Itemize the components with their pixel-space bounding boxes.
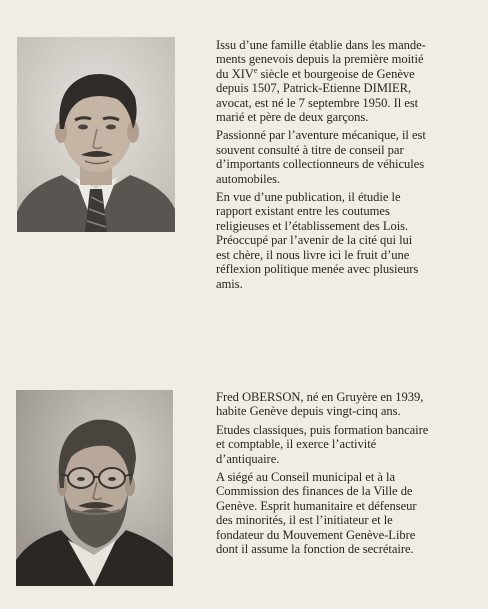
- bio-oberson-paragraph-1: [216, 390, 478, 419]
- bio-dimier-paragraph-2: [216, 128, 478, 186]
- text-line: amis.: [216, 276, 243, 291]
- biography-dimier: [216, 38, 478, 295]
- portrait-oberson-drawing: [16, 390, 173, 586]
- text-line: du XIV: [216, 66, 254, 81]
- text-line: réflexion politique menée avec plusieurs: [216, 262, 419, 277]
- text-line: Fred OBERSON, né en Gruyère en 1939,: [216, 390, 424, 404]
- text-line: Issu d’une famille établie dans les mande-: [216, 38, 426, 52]
- portrait-photo-dimier: [17, 37, 175, 232]
- text-line: des minorités, il est l’initiateur et le: [216, 513, 393, 528]
- text-line: A siégé au Conseil municipal et à la: [216, 470, 396, 485]
- portrait-photo-oberson: [16, 390, 173, 586]
- text-line: souvent consulté à titre de conseil par: [216, 142, 404, 157]
- portrait-dimier-drawing: [17, 37, 175, 232]
- text-line: avocat, est né le 7 septembre 1950. Il est: [216, 95, 419, 110]
- text-line: En vue d’une publication, il étudie le: [216, 190, 401, 205]
- text-line: Passionné par l’aventure mécanique, il est: [216, 128, 426, 143]
- text-line: d’antiquaire.: [216, 451, 280, 466]
- text-line: ments genevois depuis la première moitié: [216, 52, 424, 67]
- text-line: est chère, il nous livre ici le fruit d’une: [216, 247, 410, 262]
- text-line: fondateur du Mouvement Genève-Libre: [216, 527, 416, 542]
- text-line: automobiles.: [216, 171, 281, 186]
- text-line: depuis 1507, Patrick-Etienne DIMIER,: [216, 81, 412, 96]
- bio-oberson-paragraph-3: [216, 470, 478, 556]
- text-line: habite Genève depuis vingt-cinq ans.: [216, 404, 401, 419]
- bio-oberson-paragraph-2: [216, 423, 478, 466]
- text-line: Etudes classiques, puis formation bancaire: [216, 422, 429, 437]
- text-line: d’importants collectionneurs de véhicules: [216, 157, 425, 172]
- bio-dimier-paragraph-1: [216, 38, 478, 124]
- text-line: et comptable, il exerce l’activité: [216, 437, 377, 452]
- text-line: religieuses et l’établissement des Lois.: [216, 218, 409, 233]
- text-line: dont il assume la fonction de secrétaire.: [216, 542, 414, 557]
- text-line: Commission des finances de la Ville de: [216, 484, 413, 499]
- text-line: rapport existant entre les coutumes: [216, 204, 390, 219]
- biography-oberson: [216, 390, 478, 560]
- text-line: marié et père de deux garçons.: [216, 110, 369, 125]
- bio-dimier-paragraph-3: [216, 190, 478, 291]
- text-line: Genève. Esprit humanitaire et défenseur: [216, 498, 417, 513]
- text-line: siècle et bourgeoise de Genève: [257, 66, 415, 81]
- superscript: e: [253, 65, 258, 75]
- text-line: Préoccupé par l’avenir de la cité qui lui: [216, 233, 413, 248]
